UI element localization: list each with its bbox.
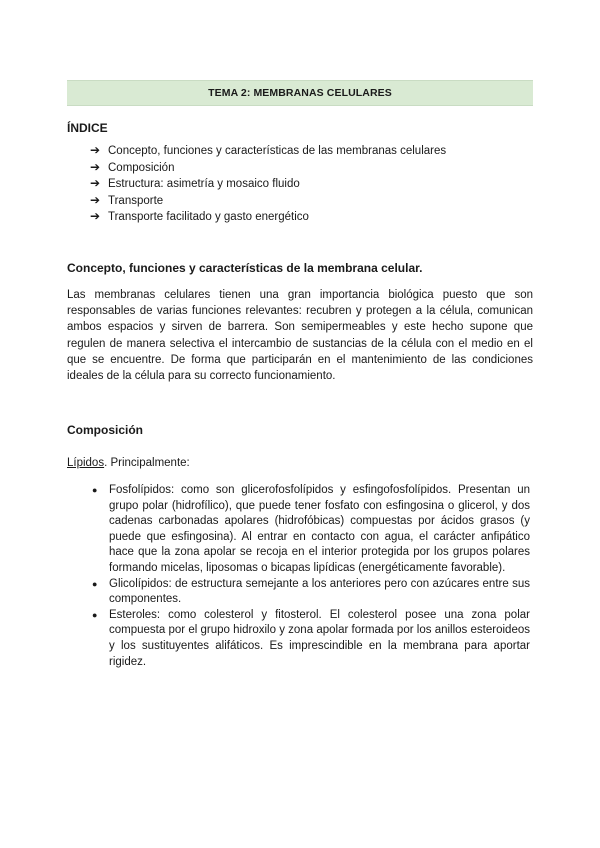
- arrow-icon: ➔: [90, 192, 101, 207]
- list-item: [92, 577, 530, 608]
- list-item-text: Esteroles: como colesterol y fitosterol. El colesterol posee una zona polar compuesta por el grupo hidroxilo y zona apolar formada por los anillos esteroideos y los sustituyentes alifáticos. Es imprescindible en la membrana para aportar rigidez.: [109, 608, 530, 668]
- arrow-icon: ➔: [90, 143, 101, 157]
- page-title: [67, 80, 533, 106]
- lipidos-label: Lípidos: [67, 457, 105, 469]
- toc-item-label: Composición: [108, 161, 175, 174]
- list-item-text: Fosfolípidos: como son glicerofosfolípidos y esfingofosfolípidos. Presentan un grupo polar (hidrofílico), que puede tener fosfato con esfingosina o glicerol, y dos cadenas carbonadas apolares (hidrofóbicas) compuestas por ácidos grasos (y puede que esfingosina). Al entrar en contacto con agua, el carácter anfipático hace que la zona apolar se recoja en el interior protegida por los grupos polares formando micelas, liposomas o bicapas lipídicas (energéticamente favorable).: [109, 484, 530, 574]
- toc-item: [90, 176, 446, 193]
- lipidos-suffix: . Principalmente:: [104, 457, 190, 469]
- lipidos-intro: [67, 457, 190, 469]
- list-item: [92, 608, 530, 670]
- toc-item-label: Transporte facilitado y gasto energético: [108, 211, 309, 223]
- table-of-contents: [90, 143, 446, 226]
- toc-item-label: Estructura: asimetría y mosaico fluido: [108, 178, 300, 190]
- bullet-icon: ●: [92, 609, 98, 620]
- toc-item: [90, 160, 446, 177]
- bullet-icon: ●: [92, 578, 98, 589]
- arrow-icon: ➔: [90, 209, 101, 223]
- bullet-icon: ●: [92, 485, 98, 495]
- lipid-list: [92, 483, 530, 670]
- list-item: [92, 483, 530, 577]
- concepto-paragraph: Las membranas celulares tienen una gran importancia biológica puesto que son responsables de varias funciones relevantes: recubren y protegen a la célula, comunican ambos espacios y sirven de barrera. Son semipermeables y este hecho supone que regulen de manera selectiva el intercambio de sustancias de la célula con el medio en el que se encuentre. De forma que participarán en el mantenimiento de las condiciones ideales de la célula para su correcto funcionamiento.: [67, 289, 533, 383]
- arrow-icon: ➔: [90, 159, 101, 174]
- index-heading: ÍNDICE: [67, 121, 108, 135]
- arrow-icon: ➔: [90, 176, 101, 190]
- concepto-heading: Concepto, funciones y características de la membrana celular.: [67, 261, 423, 275]
- page-title-text: TEMA 2: MEMBRANAS CELULARES: [208, 87, 392, 99]
- toc-item: [90, 193, 446, 210]
- toc-item-label: Transporte: [108, 194, 164, 207]
- toc-item: [90, 143, 446, 160]
- composicion-heading: Composición: [67, 423, 144, 437]
- list-item-text: Glicolípidos: de estructura semejante a los anteriores pero con azúcares entre sus componentes.: [109, 577, 530, 606]
- toc-item-label: Concepto, funciones y características de las membranas celulares: [108, 145, 447, 157]
- toc-item: [90, 209, 446, 226]
